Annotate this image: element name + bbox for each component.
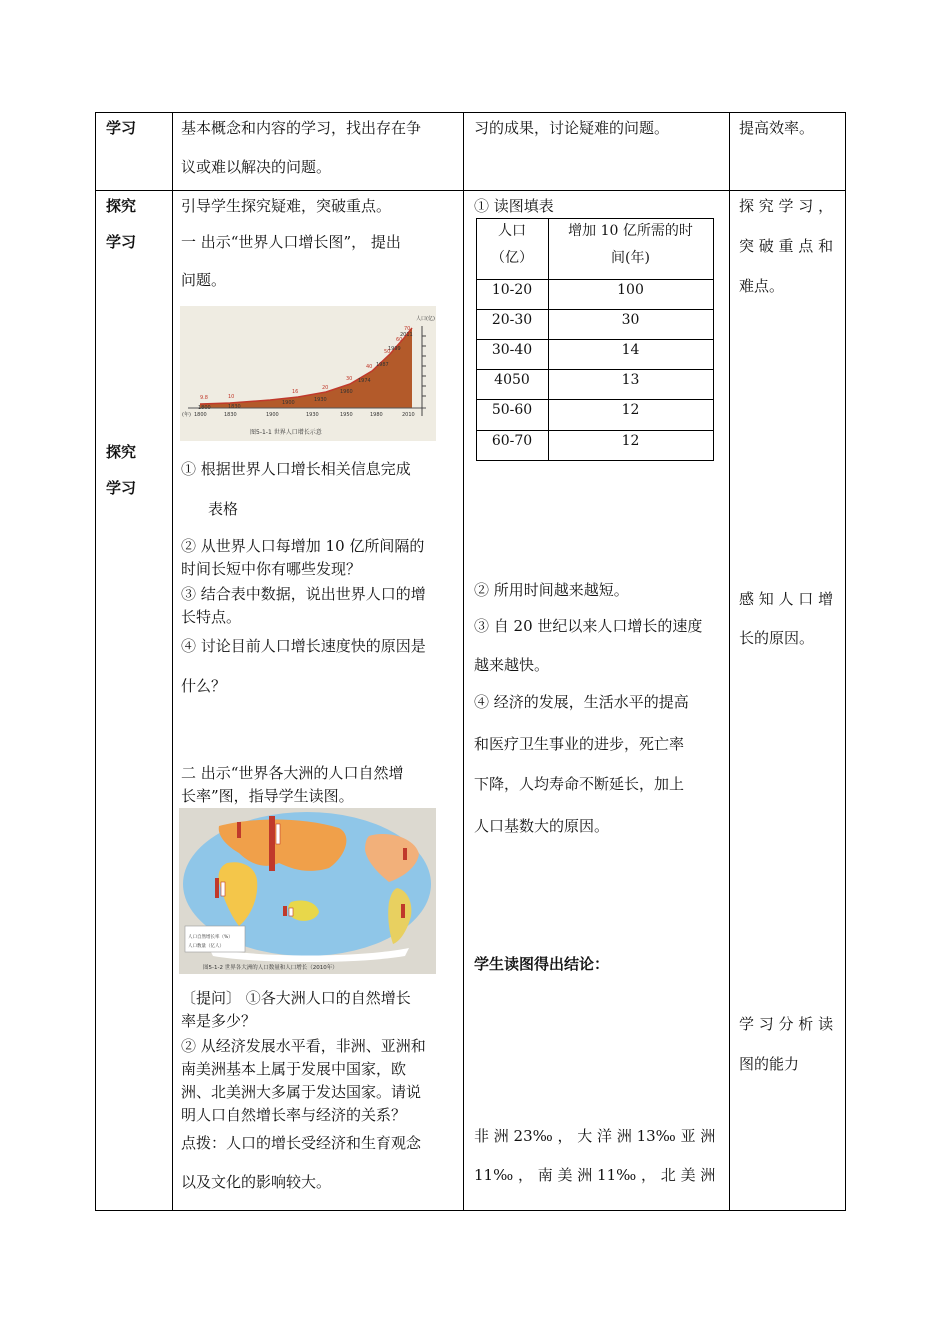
answer-2: ② 所用时间越来越短。 (474, 581, 629, 599)
conclusion-heading: 学生读图得出结论： (474, 955, 610, 973)
row1-teacher-text-line2: 议或难以解决的问题。 (181, 158, 332, 176)
growth-rates-line1: 非 洲 23‰ ， 大 洋 洲 13‰ 亚 洲 (474, 1127, 716, 1145)
year-label-1900: 1900 (282, 400, 295, 406)
oceania-bar-population (283, 906, 287, 916)
south-america-bar-population (401, 904, 405, 918)
section-one-line1: 一 出示“世界人口增长图”， 提出 (181, 233, 401, 251)
prompt-2-line3: 洲、北美洲大多属于发达国家。请说 (181, 1083, 422, 1101)
intent-a-line1: 探 究 学 习 ， (739, 197, 834, 215)
table-right-border (845, 112, 846, 1211)
col-divider-1 (172, 112, 173, 1211)
population-growth-figure (180, 306, 436, 441)
x-tick-1950: 1950 (340, 412, 353, 418)
pop-label-30: 30 (346, 376, 353, 382)
table-row-years: 14 (621, 342, 640, 358)
year-label-1930: 1930 (314, 397, 327, 403)
x-tick-2010: 2010 (402, 412, 415, 418)
pop-label-70: 70 (404, 326, 411, 332)
table-bottom-border (95, 1210, 846, 1211)
row2-stage-label-a2: 学习 (106, 233, 137, 251)
axis-prefix-label: (年) (182, 412, 191, 418)
table-row-years: 30 (621, 312, 640, 328)
row1-intent-text: 提高效率。 (739, 119, 815, 137)
x-tick-1930: 1930 (306, 412, 319, 418)
intent-b-line1: 感 知 人 口 增 (739, 590, 834, 608)
section-two-line1: 二 出示“世界各大洲的人口自然增 (181, 764, 404, 782)
intent-c-line2: 图的能力 (739, 1055, 800, 1073)
year-label-1800: 1800 (198, 405, 211, 411)
x-tick-1830: 1830 (224, 412, 237, 418)
table-top-border (95, 112, 846, 113)
table-row-years: 13 (621, 372, 640, 388)
section-two-line2: 长率”图，指导学生读图。 (181, 787, 354, 805)
table-row-years: 12 (621, 433, 640, 449)
pop-label-60: 60 (396, 337, 403, 343)
question-2-line2: 时间长短中你有哪些发现？ (181, 560, 362, 578)
pop-label-40: 40 (366, 364, 373, 370)
population-table (476, 218, 714, 461)
year-label-1987: 1987 (376, 362, 389, 368)
asia-bar-population (269, 816, 275, 871)
year-label-2011: 2011 (400, 332, 413, 338)
oceania-bar-rate (289, 908, 293, 916)
pop-label-50: 50 (384, 349, 391, 355)
row-divider (95, 190, 846, 191)
year-label-1960: 1960 (340, 389, 353, 395)
answer-4-line3: 下降，人均寿命不断延长，加上 (474, 775, 685, 793)
section-one-line2: 问题。 (181, 271, 227, 289)
africa-bar-rate (221, 882, 225, 896)
x-tick-1900: 1900 (266, 412, 279, 418)
row2-stage-label-b1: 探究 (106, 443, 137, 461)
table-row-range: 30-40 (491, 342, 533, 358)
header-population-line1: 人口 (498, 223, 526, 239)
question-1-line2: 表格 (208, 500, 239, 518)
intent-c-line1: 学 习 分 析 读 (739, 1015, 834, 1033)
table-row-range: 4050 (494, 372, 530, 388)
intent-b-line2: 长的原因。 (739, 629, 815, 647)
pop-label-10: 10 (228, 394, 235, 400)
answer-3-line2: 越来越快。 (474, 656, 550, 674)
prompt-2-line2: 南美洲基本上属于发展中国家，欧 (181, 1060, 407, 1078)
figure2-caption: 图5-1-2 世界各大洲的人口数量和人口增长（2010年） (203, 965, 338, 971)
legend-rate: 人口自然增长率（%） (188, 935, 233, 940)
pop-label-20: 20 (322, 385, 329, 391)
row1-student-text: 习的成果，讨论疑难的问题。 (474, 119, 670, 137)
europe-bar-population (237, 822, 241, 838)
pop-label-9-8: 9.8 (200, 395, 208, 401)
x-tick-1980: 1980 (370, 412, 383, 418)
year-label-1999: 1999 (388, 346, 401, 352)
continent-growth-map-figure (179, 808, 436, 974)
question-2-line1: ② 从世界人口每增加 10 亿所间隔的 (181, 537, 425, 555)
header-years-line1: 增加 10 亿所需的时 (568, 223, 693, 239)
row1-stage-label: 学习 (106, 119, 137, 137)
population-growth-chart (180, 306, 436, 441)
year-label-1974: 1974 (358, 378, 371, 384)
table-row-years: 12 (621, 402, 640, 418)
north-america-bar-population (403, 848, 407, 860)
year-label-1830: 1830 (228, 404, 241, 410)
africa-bar-population (215, 878, 219, 898)
question-3-line2: 长特点。 (181, 608, 242, 626)
growth-rates-line2: 11‰ ， 南 美 洲 11‰ ， 北 美 洲 (474, 1166, 716, 1184)
intent-a-line2: 突 破 重 点 和 (739, 237, 834, 255)
answer-3-line1: ③ 自 20 世纪以来人口增长的速度 (474, 617, 703, 635)
figure1-caption: 图5-1-1 世界人口增长示意 (250, 429, 322, 436)
legend-population: 人口数量（亿人） (188, 944, 224, 949)
prompt-2-line4: 明人口自然增长率与经济的关系？ (181, 1106, 407, 1124)
col-divider-2 (463, 112, 464, 1211)
prompt-2-line1: ② 从经济发展水平看，非洲、亚洲和 (181, 1037, 426, 1055)
question-1-line1: ① 根据世界人口增长相关信息完成 (181, 460, 411, 478)
question-4-line1: ④ 讨论目前人口增长速度快的原因是 (181, 637, 426, 655)
answer-4-line1: ④ 经济的发展，生活水平的提高 (474, 693, 689, 711)
table-row-range: 50-60 (491, 402, 533, 418)
read-fill-title: ① 读图填表 (474, 197, 554, 215)
guide-text: 引导学生探究疑难，突破重点。 (181, 197, 392, 215)
intent-a-line3: 难点。 (739, 277, 785, 295)
table-row-years: 100 (617, 282, 644, 298)
header-population-line2: （亿） (491, 250, 533, 266)
question-4-line2: 什么？ (181, 677, 227, 695)
hint-line1: 点拨：人口的增长受经济和生育观念 (181, 1134, 422, 1152)
answer-4-line2: 和医疗卫生事业的进步，死亡率 (474, 735, 685, 753)
row2-stage-label-b2: 学习 (106, 479, 137, 497)
asia-bar-rate (276, 824, 280, 844)
row1-teacher-text-line1: 基本概念和内容的学习，找出存在争 (181, 119, 422, 137)
hint-line2: 以及文化的影响较大。 (181, 1173, 332, 1191)
pop-label-16: 16 (292, 389, 299, 395)
x-tick-1800: 1800 (194, 412, 207, 418)
table-row-range: 60-70 (491, 433, 533, 449)
row2-stage-label-a1: 探究 (106, 197, 137, 215)
prompt-1-line1: 〔提问〕 ①各大洲人口的自然增长 (181, 989, 411, 1007)
table-row-range: 20-30 (491, 312, 533, 328)
col-divider-3 (729, 112, 730, 1211)
table-left-border (95, 112, 96, 1211)
header-years-line2: 间(年) (611, 250, 650, 266)
continent-growth-map (179, 808, 436, 974)
prompt-1-line2: 率是多少？ (181, 1012, 257, 1030)
question-3-line1: ③ 结合表中数据，说出世界人口的增 (181, 585, 426, 603)
table-row-range: 10-20 (491, 282, 533, 298)
answer-4-line4: 人口基数大的原因。 (474, 817, 610, 835)
unit-label: 人口(亿) (416, 316, 435, 322)
